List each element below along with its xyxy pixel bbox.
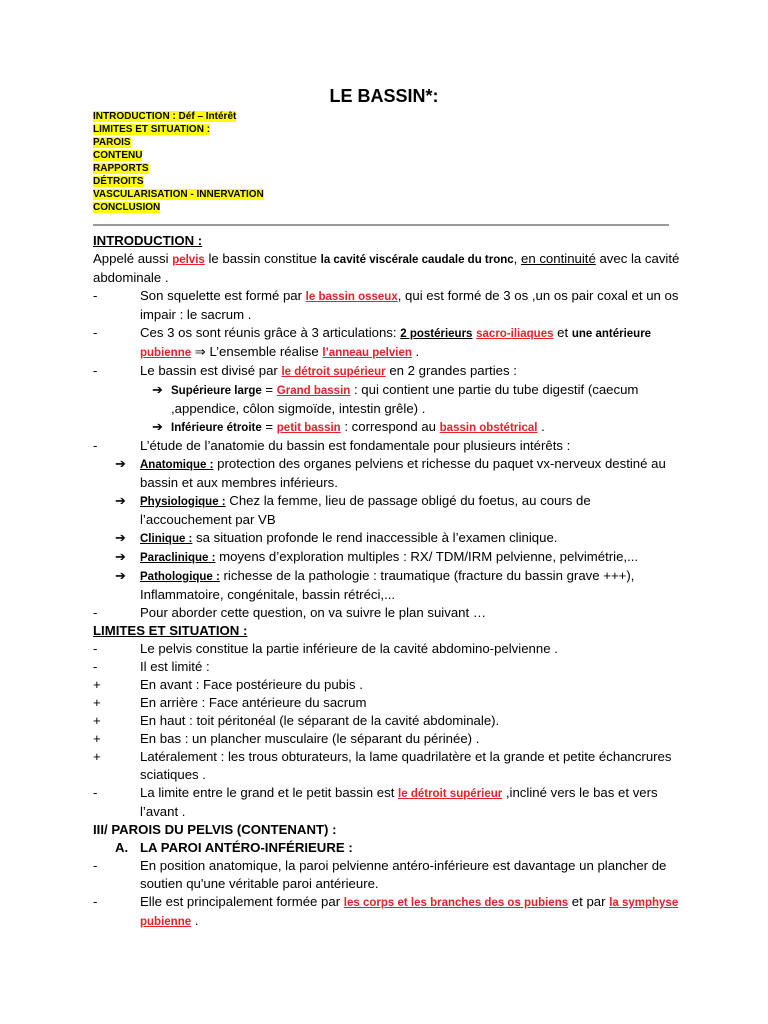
toc-item: VASCULARISATION - INNERVATION xyxy=(93,189,264,200)
section-heading-parois: III/ PAROIS DU PELVIS (CONTENANT) : xyxy=(93,822,337,837)
interest-item: ➔ Pathologique : richesse de la pathologie : traumatique (fracture du bassin grave +++), Inflammatoire, congénitale, bassin rétréci,... xyxy=(115,568,635,602)
toc-item: LIMITES ET SITUATION : xyxy=(93,124,211,135)
toc-item: CONTENU xyxy=(93,150,143,161)
table-of-contents xyxy=(93,110,264,214)
toc-item: CONCLUSION xyxy=(93,202,161,213)
list-item: + En haut : toit péritonéal (le séparant de la cavité abdominale). xyxy=(93,713,500,728)
list-item: - Elle est principalement formée par les corps et les branches des os pubiens et par la symphyse pubienne . xyxy=(93,894,679,928)
list-item: - Il est limité : xyxy=(93,659,210,674)
interest-item: ➔ Anatomique : protection des organes pelviens et richesse du paquet vx-nerveux destiné au bassin et aux membres inférieurs. xyxy=(115,456,666,490)
list-item: + En bas : un plancher musculaire (le séparant du périnée) . xyxy=(93,731,480,746)
list-item: - La limite entre le grand et le petit bassin est le détroit supérieur ,incliné vers le bas et vers l’avant . xyxy=(93,785,658,819)
section-heading-limites: LIMITES ET SITUATION : xyxy=(93,623,248,638)
toc-item: DÉTROITS xyxy=(93,176,144,187)
list-item: - Ces 3 os sont réunis grâce à 3 articulations: 2 postérieurs sacro-iliaques et une antérieure pubienne ⇒ L’ensemble réalise l’anneau pelvien . xyxy=(93,325,652,359)
section-heading-introduction: INTRODUCTION : xyxy=(93,233,203,248)
list-item: - Le bassin est divisé par le détroit supérieur en 2 grandes parties : xyxy=(93,363,517,378)
list-item: - En position anatomique, la paroi pelvienne antéro-inférieure est davantage un plancher de soutien qu'une véritable paroi antérieure. xyxy=(93,858,667,891)
intro-paragraph: Appelé aussi pelvis le bassin constitue la cavité viscérale caudale du tronc, en continuité avec la cavité abdominale . xyxy=(93,251,680,285)
list-item: + En arrière : Face antérieure du sacrum xyxy=(93,695,367,710)
list-item: + Latéralement : les trous obturateurs, la lame quadrilatère et la grande et petite échancrures sciatiques . xyxy=(93,749,672,782)
interest-item: ➔ Paraclinique : moyens d’exploration multiples : RX/ TDM/IRM pelvienne, pelvimétrie,... xyxy=(115,549,639,564)
list-item: + En avant : Face postérieure du pubis . xyxy=(93,677,363,692)
interest-item: ➔ Clinique : sa situation profonde le rend inaccessible à l’examen clinique. xyxy=(115,530,558,545)
list-item: - Pour aborder cette question, on va suivre le plan suivant … xyxy=(93,605,487,620)
list-item: - Le pelvis constitue la partie inférieure de la cavité abdomino-pelvienne . xyxy=(93,641,558,656)
subsection-heading: A. LA PAROI ANTÉRO-INFÉRIEURE : xyxy=(115,840,353,855)
interest-item: ➔ Physiologique : Chez la femme, lieu de passage obligé du foetus, au cours de l’accouchement par VB xyxy=(115,493,591,527)
sub-list-item: ➔ Inférieure étroite = petit bassin : correspond au bassin obstétrical . xyxy=(151,419,545,434)
horizontal-divider xyxy=(93,224,669,226)
toc-item: PAROIS xyxy=(93,137,131,148)
list-item: - L’étude de l’anatomie du bassin est fondamentale pour plusieurs intérêts : xyxy=(93,438,571,453)
toc-item: RAPPORTS xyxy=(93,163,149,174)
document-title: LE BASSIN*: xyxy=(329,86,439,106)
list-item: - Son squelette est formé par le bassin osseux, qui est formé de 3 os ,un os pair coxal et un os impair : le sacrum . xyxy=(93,288,679,322)
sub-list-item: ➔ Supérieure large = Grand bassin : qui contient une partie du tube digestif (caecum ,appendice, côlon sigmoïde, intestin grêle) . xyxy=(151,382,639,416)
document-body xyxy=(93,232,683,931)
toc-item: INTRODUCTION : Déf – Intérêt xyxy=(93,111,237,122)
